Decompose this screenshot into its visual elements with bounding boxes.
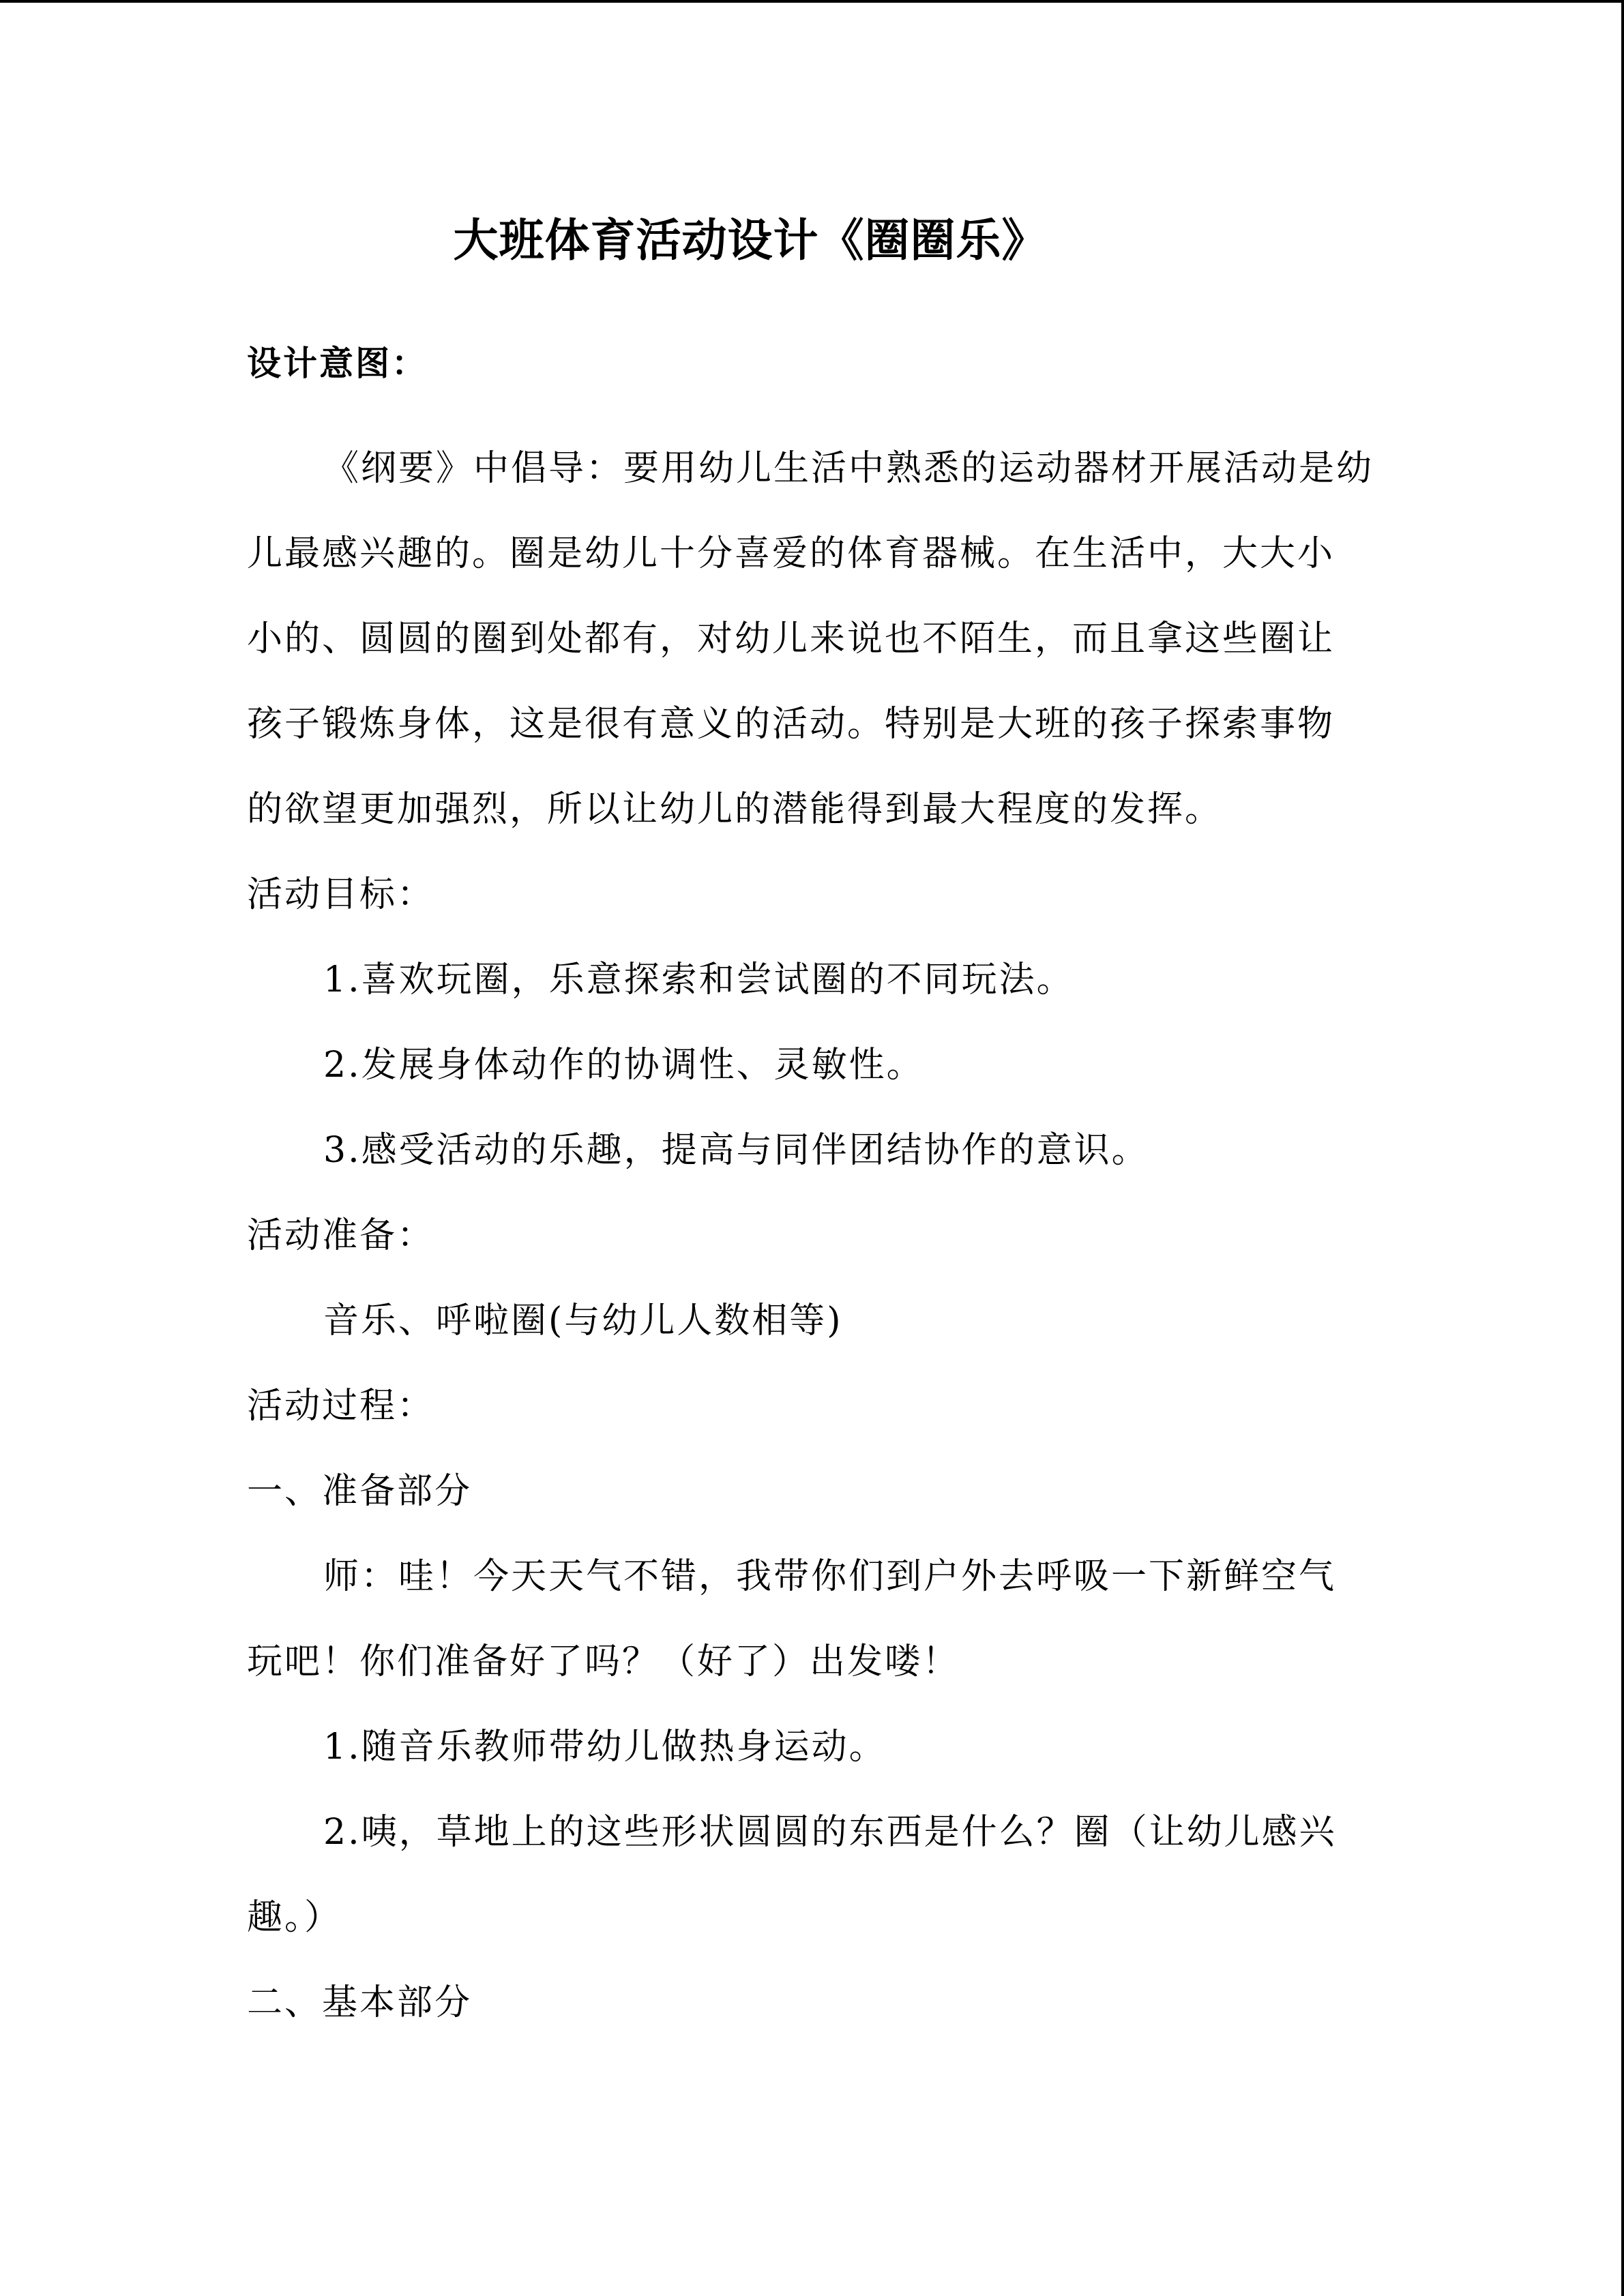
document-title: 大班体育活动设计《圈圈乐》	[453, 214, 1048, 267]
goal-item: 1.喜欢玩圈，乐意探索和尝试圈的不同玩法。	[323, 959, 1074, 1000]
preparation-item: 音乐、呼啦圈(与幼儿人数相等)	[323, 1300, 843, 1341]
process-step: 2.咦，草地上的这些形状圆圆的东西是什么？圈（让幼儿感兴	[323, 1812, 1337, 1853]
paragraph-line: 玩吧！你们准备好了吗？（好了）出发喽！	[247, 1641, 960, 1682]
paragraph-line: 趣。）	[247, 1897, 342, 1938]
goal-item: 3.感受活动的乐趣，提高与同伴团结协作的意识。	[323, 1130, 1149, 1171]
paragraph-line: 儿最感兴趣的。圈是幼儿十分喜爱的体育器械。在生活中，大大小	[247, 533, 1335, 574]
paragraph-line: 的欲望更加强烈，所以让幼儿的潜能得到最大程度的发挥。	[247, 789, 1223, 830]
paragraph-line: 孩子锻炼身体，这是很有意义的活动。特别是大班的孩子探索事物	[247, 704, 1335, 745]
page-border-right	[1621, 0, 1624, 2296]
goal-item: 2.发展身体动作的协调性、灵敏性。	[323, 1045, 924, 1086]
section-heading-preparation: 活动准备：	[247, 1215, 435, 1256]
section-heading-goals: 活动目标：	[247, 874, 435, 915]
subsection-heading-part2: 二、基本部分	[247, 1982, 473, 2023]
section-heading-design-intent: 设计意图：	[247, 344, 428, 383]
process-step: 1.随音乐教师带幼儿做热身运动。	[323, 1727, 887, 1768]
section-heading-process: 活动过程：	[247, 1386, 435, 1427]
paragraph-line: 《纲要》中倡导：要用幼儿生活中熟悉的运动器材开展活动是幼	[323, 448, 1374, 489]
subsection-heading-part1: 一、准备部分	[247, 1471, 473, 1512]
paragraph-line: 小的、圆圆的圈到处都有，对幼儿来说也不陌生，而且拿这些圈让	[247, 618, 1335, 659]
page-border-top	[0, 0, 1624, 3]
paragraph-line: 师：哇！今天天气不错，我带你们到户外去呼吸一下新鲜空气	[323, 1556, 1337, 1597]
